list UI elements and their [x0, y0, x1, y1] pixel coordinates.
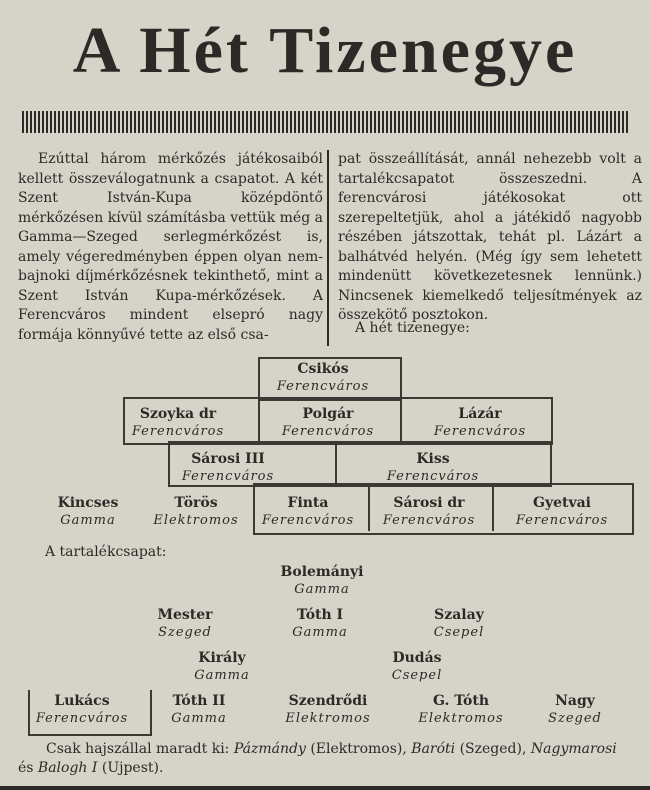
footer-club-1: (Elektromos), [305, 741, 412, 757]
player-club: Ferencváros [433, 424, 527, 439]
player-club: Ferencváros [261, 513, 355, 528]
player-club: Ferencváros [386, 469, 480, 484]
footer-note [18, 740, 630, 778]
reserve-heading: A tartalékcsapat: [45, 544, 167, 560]
player-name: Lázár [458, 406, 502, 422]
player-club: Ferencváros [181, 469, 275, 484]
player-name: Sárosi dr [393, 495, 465, 511]
player-name: Finta [287, 495, 329, 511]
article-right-column: pat összeállítását, annál nehezebb volt a tartalékcsapatot összeszedni. A ferencvárosi játékosokat ott szerepeltetjük, ahol a játékidő nagyobb részében játszottak, tehát pl. Lázárt a balhátvéd helyén. (Még így sem lehetett mindenütt következetesnek lennünk.) Nincsenek kiemelkedő teljesítmények az összekötő posztokon. [338, 151, 642, 323]
player-club: Elektromos [418, 711, 504, 726]
player-club: Ferencváros [276, 379, 370, 394]
footer-club-4: (Ujpest). [97, 760, 164, 776]
reserve-outside-left [500, 692, 650, 728]
reserve-inside-right [124, 692, 274, 728]
player-right-half [153, 450, 303, 486]
player-club: Ferencváros [131, 424, 225, 439]
footer-player-4: Balogh I [37, 760, 98, 776]
reserve-goalkeeper [247, 563, 397, 599]
player-club: Ferencváros [35, 711, 129, 726]
title-rule [22, 111, 630, 133]
player-club: Gamma [194, 668, 250, 683]
player-inside-left [354, 494, 504, 530]
team-heading: A hét tizenegye: [355, 320, 470, 336]
player-club: Gamma [292, 625, 348, 640]
player-club: Elektromos [285, 711, 371, 726]
player-name: Szoyka dr [139, 406, 217, 422]
player-name: Csikós [297, 361, 349, 377]
lineup-box-midfield-divider [335, 441, 337, 487]
player-outside-left [487, 494, 637, 530]
player-club: Gamma [294, 582, 350, 597]
player-name: Szendrődi [288, 693, 368, 709]
player-club: Elektromos [153, 513, 239, 528]
player-club: Ferencváros [515, 513, 609, 528]
footer-player-2: Baróti [411, 741, 456, 757]
player-name: Tóth I [296, 607, 344, 623]
reserve-centre-back [245, 606, 395, 642]
player-name: Lukács [54, 693, 110, 709]
player-club: Gamma [60, 513, 116, 528]
player-name: Király [198, 650, 246, 666]
player-club: Szeged [158, 625, 212, 640]
player-name: Tóth II [172, 693, 226, 709]
player-name: Kincses [57, 495, 119, 511]
footer-club-2: (Szeged), [455, 741, 531, 757]
player-name: Polgár [302, 406, 354, 422]
reserve-centre-forward [253, 692, 403, 728]
reserve-left-back [384, 606, 534, 642]
player-club: Ferencváros [281, 424, 375, 439]
player-name: Kiss [416, 451, 450, 467]
player-name: Nagy [555, 693, 595, 709]
footer-player-1: Pázmándy [233, 741, 306, 757]
player-name: Szalay [434, 607, 484, 623]
player-name: Dudás [392, 650, 442, 666]
player-name: Törös [174, 495, 218, 511]
page-title: A Hét Tizenegye [72, 14, 578, 87]
player-club: Szeged [548, 711, 602, 726]
player-goalkeeper [248, 360, 398, 396]
column-divider [327, 150, 329, 346]
player-club: Ferencváros [382, 513, 476, 528]
footer-player-3: Nagymarosi [530, 741, 617, 757]
player-name: Mester [157, 607, 213, 623]
article-left-column: Ezúttal három mérkőzés játékosaiból kellett összeválogatnunk a csapatot. A két Szent István-Kupa középdöntő mérkőzésen kívül számításba vettük még a Gamma—Szeged serlegmérkőzést is, amely végeredményben éppen olyan nem-bajnoki díjmérkőzésnek tekinthető, mint a Szent István Kupa-mérkőzések. A Ferencváros mindent elsepró nagy formája könnyűvé tette az első csa- [18, 151, 323, 343]
player-name: Gyetvai [533, 495, 591, 511]
reserve-right-half [147, 649, 297, 685]
bottom-rule [0, 786, 650, 790]
footer-intro: Csak hajszállal maradt ki: [46, 741, 234, 757]
player-club: Csepel [391, 668, 443, 683]
player-centre-back [253, 405, 403, 441]
player-name: Sárosi III [191, 451, 265, 467]
player-left-back [405, 405, 555, 441]
reserve-left-half [342, 649, 492, 685]
player-name: G. Tóth [433, 693, 489, 709]
footer-and: és [18, 760, 38, 776]
player-name: Bolemányi [280, 564, 364, 580]
player-club: Csepel [433, 625, 485, 640]
player-left-half [358, 450, 508, 486]
reserve-right-back [110, 606, 260, 642]
player-right-back [103, 405, 253, 441]
player-club: Gamma [171, 711, 227, 726]
